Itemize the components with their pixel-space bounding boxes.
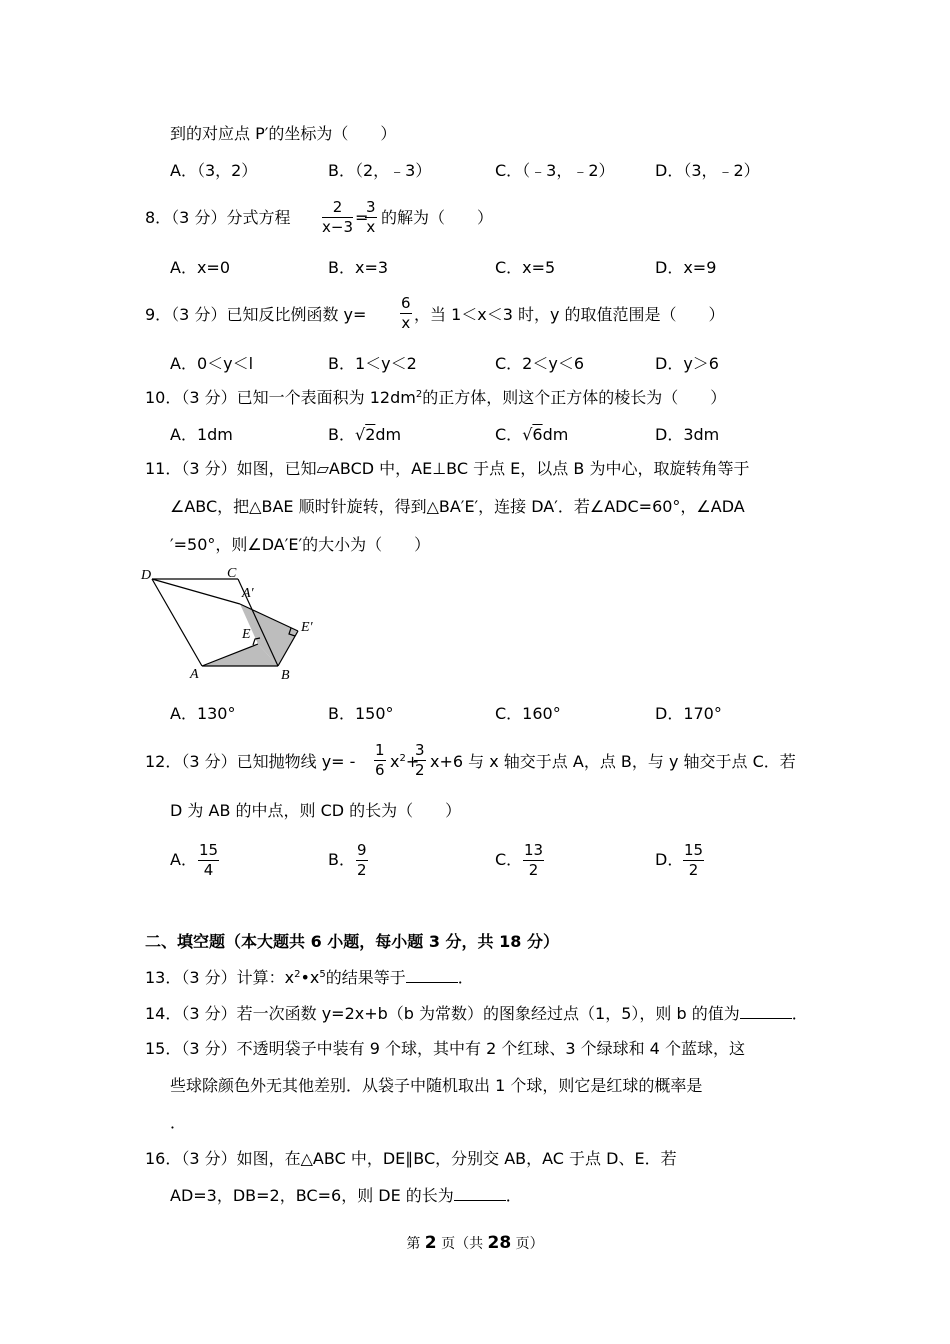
q12-f2-den: 2	[415, 761, 425, 779]
q12-mid-x: x	[390, 752, 400, 771]
q13-b: •x	[300, 968, 320, 987]
q13-answer-blank	[406, 981, 458, 983]
q12-option-c-den: 2	[528, 861, 539, 879]
q12-option-b-label: B．	[328, 850, 355, 869]
footer-total-pages: 28	[487, 1233, 512, 1253]
q12-option-a-den: 4	[203, 861, 214, 879]
q12-fraction-2	[414, 743, 426, 778]
page-footer	[0, 1233, 950, 1253]
q12-option-c-fraction	[523, 843, 544, 878]
q10-text-b: 的正方体，则这个正方体的棱长为（ ）	[422, 388, 727, 407]
label-d: D	[141, 568, 152, 583]
q12-option-b-fraction	[356, 843, 368, 878]
q9-f-num: 6	[401, 294, 411, 312]
q11-line-1: 11．（3 分）如图，已知▱ABCD 中，AE⊥BC 于点 E，以点 B 为中心，取旋转角等于	[145, 459, 750, 478]
q12-f1-den: 6	[375, 761, 385, 779]
q12-option-a-label: A．	[170, 850, 197, 869]
q7-option-d: D．（3，﹣2）	[655, 161, 760, 180]
q8-f2-den: x	[366, 218, 376, 236]
label-a: A	[190, 667, 199, 682]
q16-end: ．	[505, 1186, 522, 1205]
q12-prefix: 12．（3 分）已知抛物线 y= -	[145, 752, 356, 771]
q13-sup-1: 2	[294, 969, 301, 980]
q16-line-1: 16．（3 分）如图，在△ABC 中，DE∥BC，分别交 AB，AC 于点 D、E．若	[145, 1149, 677, 1168]
q10-option-c-label: C．	[495, 425, 523, 444]
q11-line-3: ′=50°，则∠DA′E′的大小为（ ）	[170, 535, 431, 554]
q12-option-d-den: 2	[688, 861, 699, 879]
q8-fraction-2	[365, 200, 377, 235]
q11-figure	[138, 562, 328, 686]
q10-option-b-unit: dm	[375, 425, 402, 444]
q8-option-c: C．x=5	[495, 258, 556, 277]
q9-option-c: C．2＜y＜6	[495, 354, 585, 373]
q15-line-3: ．	[170, 1113, 187, 1132]
q11-option-d: D．170°	[655, 704, 722, 723]
q13-a: 13．（3 分）计算：x	[145, 968, 295, 987]
q14-body: 14．（3 分）若一次函数 y=2x+b（b 为常数）的图象经过点（1，5），则 b 的值为	[145, 1004, 740, 1023]
q11-line-2: ∠ABC，把△BAE 顺时针旋转，得到△BA′E′，连接 DA′．若∠ADC=60°，∠ADA	[170, 497, 745, 516]
q15-line-1: 15．（3 分）不透明袋子中装有 9 个球，其中有 2 个红球、3 个绿球和 4 个蓝球，这	[145, 1039, 745, 1058]
q10-sup: 2	[415, 389, 423, 400]
q14-text	[145, 1006, 808, 1022]
q8-fraction-1	[322, 200, 353, 235]
q12-f1-num: 1	[375, 741, 385, 759]
q9-option-d: D．y＞6	[655, 354, 719, 373]
q12-option-a-fraction	[198, 843, 219, 878]
q9-suffix: ，当 1＜x＜3 时，y 的取值范围是（ ）	[414, 305, 725, 324]
q8-option-a: A．x=0	[170, 258, 231, 277]
q12-option-d-fraction	[683, 843, 704, 878]
section-2-heading: 二、填空题（本大题共 6 小题，每小题 3 分，共 18 分）	[145, 932, 559, 951]
q16-answer-blank	[454, 1199, 506, 1201]
q7-text: 到的对应点 P′的坐标为（ ）	[170, 124, 397, 143]
footer-a: 第	[406, 1236, 425, 1252]
line-da-prime	[152, 579, 240, 604]
label-a-prime: A′	[242, 586, 254, 601]
q12-option-b-num: 9	[357, 841, 367, 859]
q13-sup-2: 5	[319, 969, 326, 980]
q8-option-b: B．x=3	[328, 258, 389, 277]
q16-body: AD=3，DB=2，BC=6，则 DE 的长为	[170, 1186, 454, 1205]
q9-option-a: A．0＜y＜l	[170, 354, 254, 373]
footer-c: 页）	[511, 1236, 544, 1252]
q12-option-a-num: 15	[199, 841, 219, 859]
q10-option-c-radicand: 6	[532, 425, 543, 444]
q12-fraction-1	[374, 743, 386, 778]
q12-mid-plus: +	[405, 752, 420, 771]
q12-option-c-label: C．	[495, 850, 523, 869]
q7-option-c: C．（﹣3，﹣2）	[495, 161, 615, 180]
q8-suffix: 的解为（ ）	[381, 208, 494, 227]
q10-option-c-unit: dm	[542, 425, 569, 444]
q12-suffix: x+6 与 x 轴交于点 A，点 B，与 y 轴交于点 C．若	[430, 752, 796, 771]
q8-f1-num: 2	[322, 200, 353, 218]
q9-fraction	[400, 296, 412, 331]
q11-option-b: B．150°	[328, 704, 394, 723]
q9-option-b: B．1＜y＜2	[328, 354, 417, 373]
q14-answer-blank	[740, 1017, 792, 1019]
q10-option-d: D．3dm	[655, 425, 720, 444]
q12-option-b-den: 2	[357, 861, 367, 879]
q11-option-c: C．160°	[495, 704, 561, 723]
q10-text	[145, 390, 726, 406]
q8-option-d: D．x=9	[655, 258, 717, 277]
q12-option-d-label: D．	[655, 850, 684, 869]
q11-option-a: A．130°	[170, 704, 236, 723]
q8-equals: =	[355, 208, 369, 227]
line-da	[152, 579, 202, 666]
q12-line-2: D 为 AB 的中点，则 CD 的长为（ ）	[170, 801, 462, 820]
label-e-prime: E′	[301, 620, 313, 635]
q10-option-b-label: B．	[328, 425, 355, 444]
q12-option-c-num: 13	[524, 841, 544, 859]
footer-page-number: 2	[424, 1233, 437, 1253]
q15-line-2: 些球除颜色外无其他差别．从袋子中随机取出 1 个球，则它是红球的概率是	[170, 1076, 703, 1095]
q12-sup: 2	[399, 753, 406, 764]
sqrt-icon: √	[354, 425, 366, 444]
q8-prefix: 8．（3 分）分式方程	[145, 208, 291, 227]
q10-text-a: 10．（3 分）已知一个表面积为 12dm	[145, 388, 416, 407]
q13-text	[145, 970, 474, 986]
q14-end: ．	[791, 1004, 808, 1023]
footer-b: 页（共	[436, 1236, 488, 1252]
q7-option-b: B．（2，﹣3）	[328, 161, 432, 180]
label-e: E	[242, 627, 251, 642]
q9-prefix: 9．（3 分）已知反比例函数 y=	[145, 305, 367, 324]
q13-c: 的结果等于	[325, 968, 406, 987]
label-c: C	[227, 566, 237, 581]
q10-option-b-radicand: 2	[365, 425, 376, 444]
q9-f-den: x	[401, 314, 411, 332]
q7-option-a: A．（3，2）	[170, 161, 258, 180]
q12-f2-num: 3	[415, 741, 425, 759]
q10-option-a: A．1dm	[170, 425, 233, 444]
q12-option-d-num: 15	[684, 841, 704, 859]
q16-line-2	[170, 1188, 522, 1204]
sqrt-icon: √	[522, 425, 533, 444]
q13-end: ．	[457, 968, 474, 987]
q8-f2-num: 3	[366, 198, 376, 216]
q10-option-c	[495, 427, 568, 443]
label-b: B	[281, 668, 290, 683]
q10-option-b	[328, 427, 401, 443]
q8-f1-den: x−3	[322, 218, 353, 236]
